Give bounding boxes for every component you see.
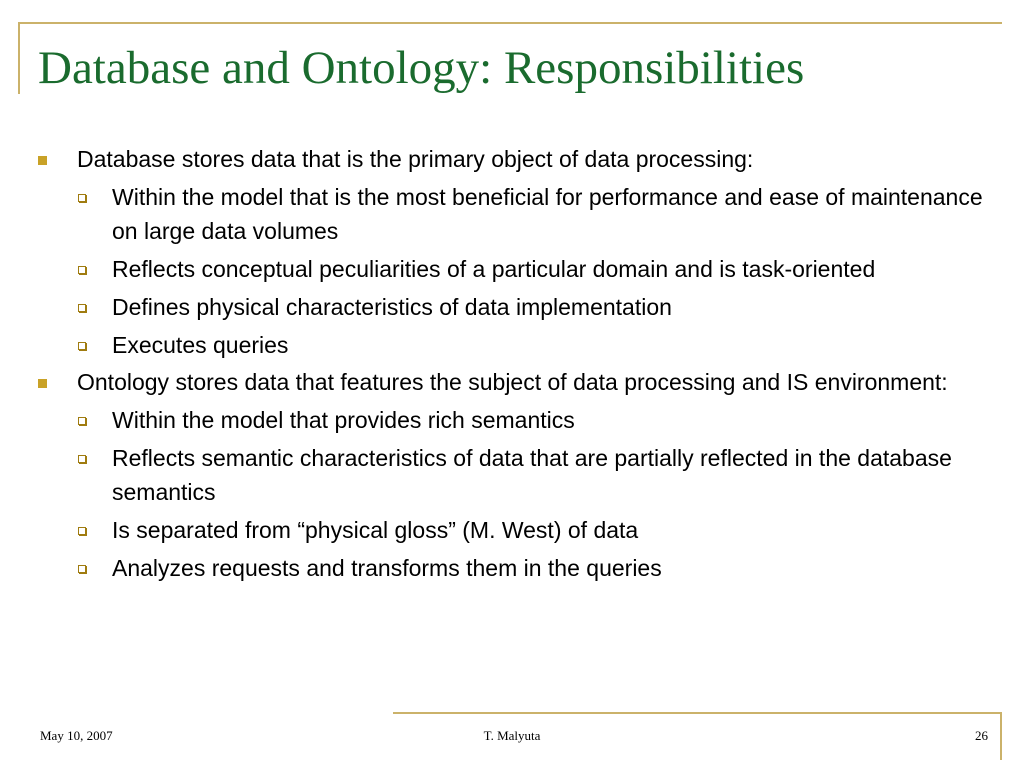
sub-bullet-text: Within the model that provides rich semantics [112, 407, 575, 433]
sub-bullet-item [0, 328, 1024, 362]
frame-line-top [18, 22, 1002, 24]
sub-bullet-text: Within the model that is the most beneficial for performance and ease of maintenance on large data volumes [112, 184, 983, 244]
hollow-square-bullet-icon [78, 417, 86, 425]
hollow-square-bullet-icon [78, 304, 86, 312]
sub-bullet-text: Analyzes requests and transforms them in the queries [112, 555, 662, 581]
hollow-square-bullet-icon [78, 194, 86, 202]
hollow-square-bullet-icon [78, 565, 86, 573]
hollow-square-bullet-icon [78, 455, 86, 463]
filled-square-bullet-icon [38, 156, 47, 165]
sub-bullet-item [0, 252, 1024, 286]
sub-bullet-item [0, 290, 1024, 324]
slide-title: Database and Ontology: Responsibilities [38, 42, 805, 94]
filled-square-bullet-icon [38, 379, 47, 388]
frame-line-left [18, 22, 20, 94]
footer-page-number: 26 [975, 728, 988, 743]
sub-bullet-text: Reflects semantic characteristics of data that are partially reflected in the database semantics [112, 445, 952, 505]
bullet-text: Database stores data that is the primary object of data processing: [77, 146, 754, 172]
sub-bullet-item [0, 513, 1024, 547]
hollow-square-bullet-icon [78, 342, 86, 350]
sub-bullet-text: Reflects conceptual peculiarities of a particular domain and is task-oriented [112, 256, 876, 282]
sub-bullet-text: Defines physical characteristics of data implementation [112, 294, 672, 320]
sub-bullet-text: Is separated from “physical gloss” (M. West) of data [112, 517, 639, 543]
bullet-item [0, 366, 1024, 399]
bullet-item [0, 143, 1024, 176]
sub-bullet-item [0, 551, 1024, 585]
hollow-square-bullet-icon [78, 527, 86, 535]
footer-date: May 10, 2007 [40, 728, 113, 743]
bullet-text: Ontology stores data that features the subject of data processing and IS environment: [77, 369, 948, 395]
frame-line-bottom-right [1000, 712, 1002, 760]
sub-bullet-item [0, 180, 1024, 248]
slide-content [0, 143, 1024, 589]
footer-author: T. Malyuta [483, 728, 541, 743]
frame-line-bottom [393, 712, 1002, 714]
hollow-square-bullet-icon [78, 266, 86, 274]
sub-bullet-item [0, 403, 1024, 437]
sub-bullet-item [0, 441, 1024, 509]
sub-bullet-text: Executes queries [112, 332, 289, 358]
